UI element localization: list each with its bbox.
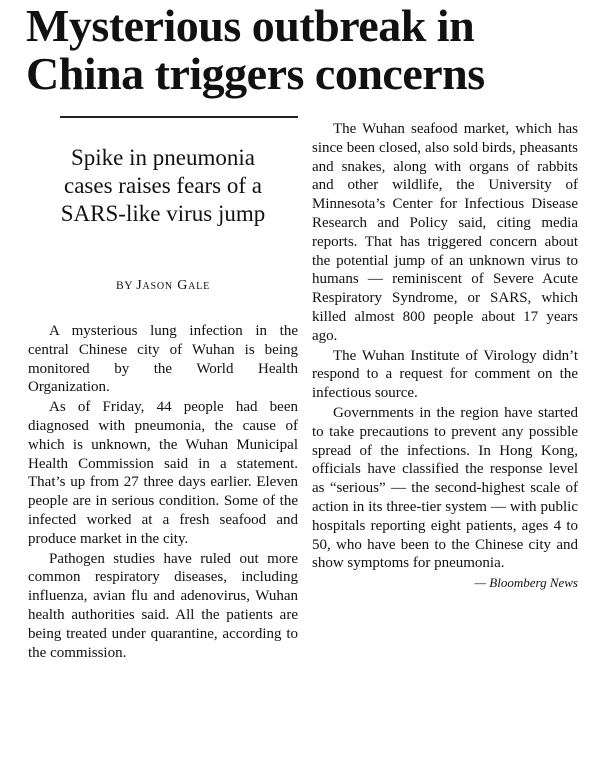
deck: [28, 144, 298, 228]
left-column: [28, 116, 298, 663]
article-paragraph: The Wuhan Institute of Virology didn’t respond to a request for comment on the infectious source.: [312, 347, 578, 402]
article-paragraph: As of Friday, 44 people had been diagnosed with pneumonia, the cause of which is unknown, the Wuhan Municipal Health Commission said in a statement. That’s up from 27 three days earlier. Eleven people are in serious condition. Some of the infected worked at a fresh seafood and produce market in the city.: [28, 399, 298, 547]
deck-divider: [60, 116, 298, 118]
headline: [26, 2, 586, 98]
headline-line-2: China triggers concerns: [26, 48, 485, 99]
article-paragraph: A mysterious lung infection in the central Chinese city of Wuhan is being monitored by the World Health Organization.: [28, 323, 298, 396]
headline-line-1: Mysterious outbreak in: [26, 0, 475, 51]
byline-author: Jason Gale: [136, 278, 210, 293]
byline: [28, 278, 298, 294]
right-column: [312, 116, 578, 593]
deck-line-1: Spike in pneumonia: [71, 145, 255, 170]
article-paragraph: Governments in the region have started to take precautions to prevent any possible spread of the infections. In Hong Kong, officials have classified the response level as “serious” — the second-highest scale of action in its three-tier system — with public hospitals reporting eight patients, ages 4 to 50, who have been to the Chinese city and show symptoms for pneumonia.: [312, 404, 578, 572]
article-paragraph: Pathogen studies have ruled out more common respiratory diseases, including influenza, avian flu and adenovirus, Wuhan health authorities said. All the patients are being treated under quarantine, according to the commission.: [28, 550, 298, 661]
right-column-body: [312, 120, 578, 593]
deck-line-3: SARS-like virus jump: [60, 201, 266, 226]
left-column-body: [28, 322, 298, 662]
deck-line-2: cases raises fears of a: [64, 173, 262, 198]
article-paragraph: The Wuhan seafood market, which has since been closed, also sold birds, pheasants and snakes, along with organs of rabbits and other wildlife, the University of Minnesota’s Center for Infectious Disease Research and Policy said, citing media reports. That has triggered concern about the potential jump of an unknown virus to humans — reminiscent of Severe Acute Respiratory Syndrome, or SARS, which killed almost 800 people about 17 years ago.: [312, 121, 578, 344]
source-credit: — Bloomberg News: [474, 575, 578, 591]
byline-prefix: BY: [116, 280, 133, 292]
